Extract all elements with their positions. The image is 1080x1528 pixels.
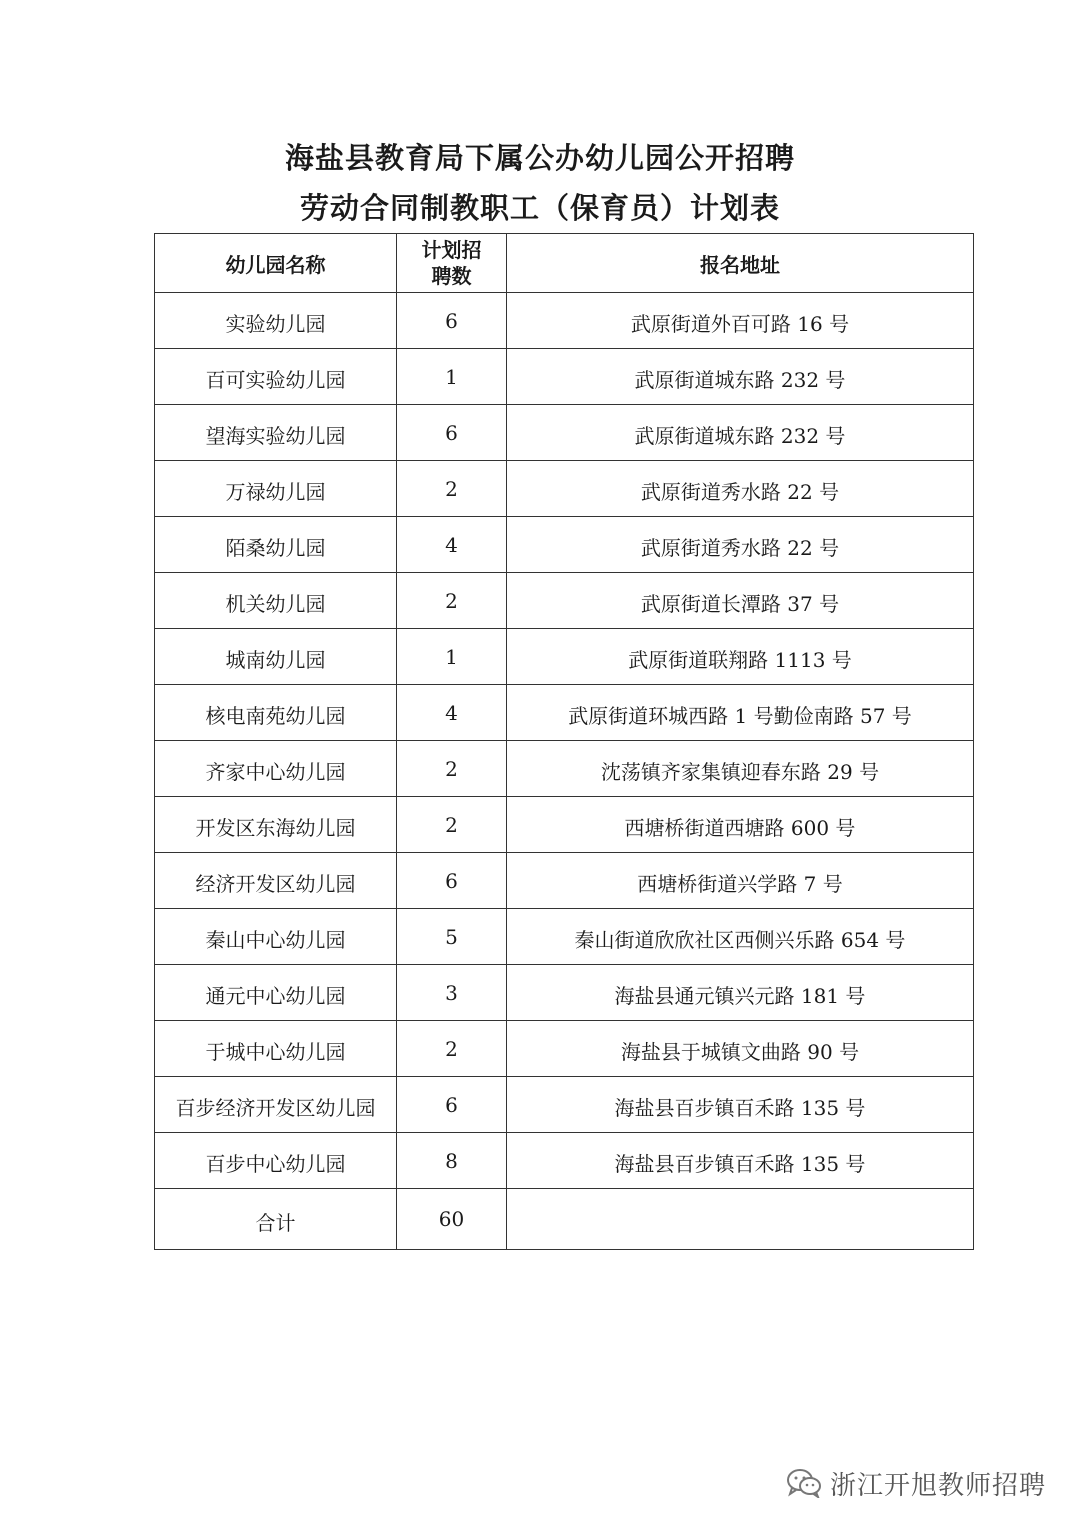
registration-address: 海盐县通元镇兴元路 181 号 [507, 965, 974, 1021]
kindergarten-name: 于城中心幼儿园 [155, 1021, 397, 1077]
kindergarten-name: 核电南苑幼儿园 [155, 685, 397, 741]
registration-address: 海盐县百步镇百禾路 135 号 [507, 1133, 974, 1189]
kindergarten-name: 陌桑幼儿园 [155, 517, 397, 573]
registration-address: 武原街道城东路 232 号 [507, 349, 974, 405]
table-row [155, 965, 974, 1021]
planned-count: 8 [397, 1133, 507, 1189]
recruitment-plan-table [154, 233, 974, 1250]
planned-count: 1 [397, 349, 507, 405]
table-row [155, 1021, 974, 1077]
document-title-line-2: 劳动合同制教职工（保育员）计划表 [299, 191, 780, 225]
registration-address: 武原街道联翔路 1113 号 [507, 629, 974, 685]
registration-address: 武原街道长潭路 37 号 [507, 573, 974, 629]
document-title-line-1: 海盐县教育局下属公办幼儿园公开招聘 [284, 141, 795, 175]
registration-address: 海盐县于城镇文曲路 90 号 [507, 1021, 974, 1077]
planned-count: 1 [397, 629, 507, 685]
kindergarten-name: 实验幼儿园 [155, 293, 397, 349]
kindergarten-name: 百可实验幼儿园 [155, 349, 397, 405]
planned-count: 6 [397, 853, 507, 909]
planned-count: 2 [397, 461, 507, 517]
planned-count: 2 [397, 741, 507, 797]
table-row [155, 909, 974, 965]
header-planned-count-line-2: 聘数 [431, 264, 472, 288]
total-count: 60 [397, 1189, 507, 1250]
header-registration-address: 报名地址 [507, 234, 974, 293]
kindergarten-name: 百步中心幼儿园 [155, 1133, 397, 1189]
kindergarten-name: 城南幼儿园 [155, 629, 397, 685]
planned-count: 6 [397, 293, 507, 349]
table-row [155, 629, 974, 685]
table-row [155, 685, 974, 741]
kindergarten-name: 万禄幼儿园 [155, 461, 397, 517]
table-row [155, 461, 974, 517]
planned-count: 4 [397, 685, 507, 741]
registration-address: 武原街道秀水路 22 号 [507, 517, 974, 573]
table-row [155, 853, 974, 909]
table-row [155, 517, 974, 573]
table-row [155, 293, 974, 349]
registration-address: 西塘桥街道兴学路 7 号 [507, 853, 974, 909]
table-row [155, 573, 974, 629]
header-kindergarten-name: 幼儿园名称 [155, 234, 397, 293]
registration-address: 沈荡镇齐家集镇迎春东路 29 号 [507, 741, 974, 797]
registration-address: 海盐县百步镇百禾路 135 号 [507, 1077, 974, 1133]
header-planned-count [397, 234, 507, 293]
planned-count: 4 [397, 517, 507, 573]
kindergarten-name: 通元中心幼儿园 [155, 965, 397, 1021]
total-label: 合计 [155, 1189, 397, 1250]
table-row [155, 1133, 974, 1189]
table-row [155, 1077, 974, 1133]
total-address-empty [507, 1189, 974, 1250]
planned-count: 2 [397, 1021, 507, 1077]
registration-address: 武原街道城东路 232 号 [507, 405, 974, 461]
watermark-text: 浙江开旭教师招聘 [829, 1470, 1046, 1501]
planned-count: 5 [397, 909, 507, 965]
table-row [155, 797, 974, 853]
total-row [155, 1189, 974, 1250]
kindergarten-name: 开发区东海幼儿园 [155, 797, 397, 853]
table-row [155, 405, 974, 461]
kindergarten-name: 秦山中心幼儿园 [155, 909, 397, 965]
planned-count: 2 [397, 573, 507, 629]
kindergarten-name: 望海实验幼儿园 [155, 405, 397, 461]
registration-address: 秦山街道欣欣社区西侧兴乐路 654 号 [507, 909, 974, 965]
registration-address: 武原街道秀水路 22 号 [507, 461, 974, 517]
header-planned-count-line-1: 计划招 [421, 238, 482, 262]
planned-count: 6 [397, 1077, 507, 1133]
kindergarten-name: 经济开发区幼儿园 [155, 853, 397, 909]
planned-count: 6 [397, 405, 507, 461]
table-row [155, 349, 974, 405]
registration-address: 西塘桥街道西塘路 600 号 [507, 797, 974, 853]
table-row [155, 741, 974, 797]
kindergarten-name: 百步经济开发区幼儿园 [155, 1077, 397, 1133]
kindergarten-name: 机关幼儿园 [155, 573, 397, 629]
planned-count: 2 [397, 797, 507, 853]
wechat-icon [786, 1468, 822, 1498]
table-header-row [155, 234, 974, 293]
kindergarten-name: 齐家中心幼儿园 [155, 741, 397, 797]
planned-count: 3 [397, 965, 507, 1021]
registration-address: 武原街道环城西路 1 号勤俭南路 57 号 [507, 685, 974, 741]
registration-address: 武原街道外百可路 16 号 [507, 293, 974, 349]
source-watermark [786, 1463, 1046, 1503]
